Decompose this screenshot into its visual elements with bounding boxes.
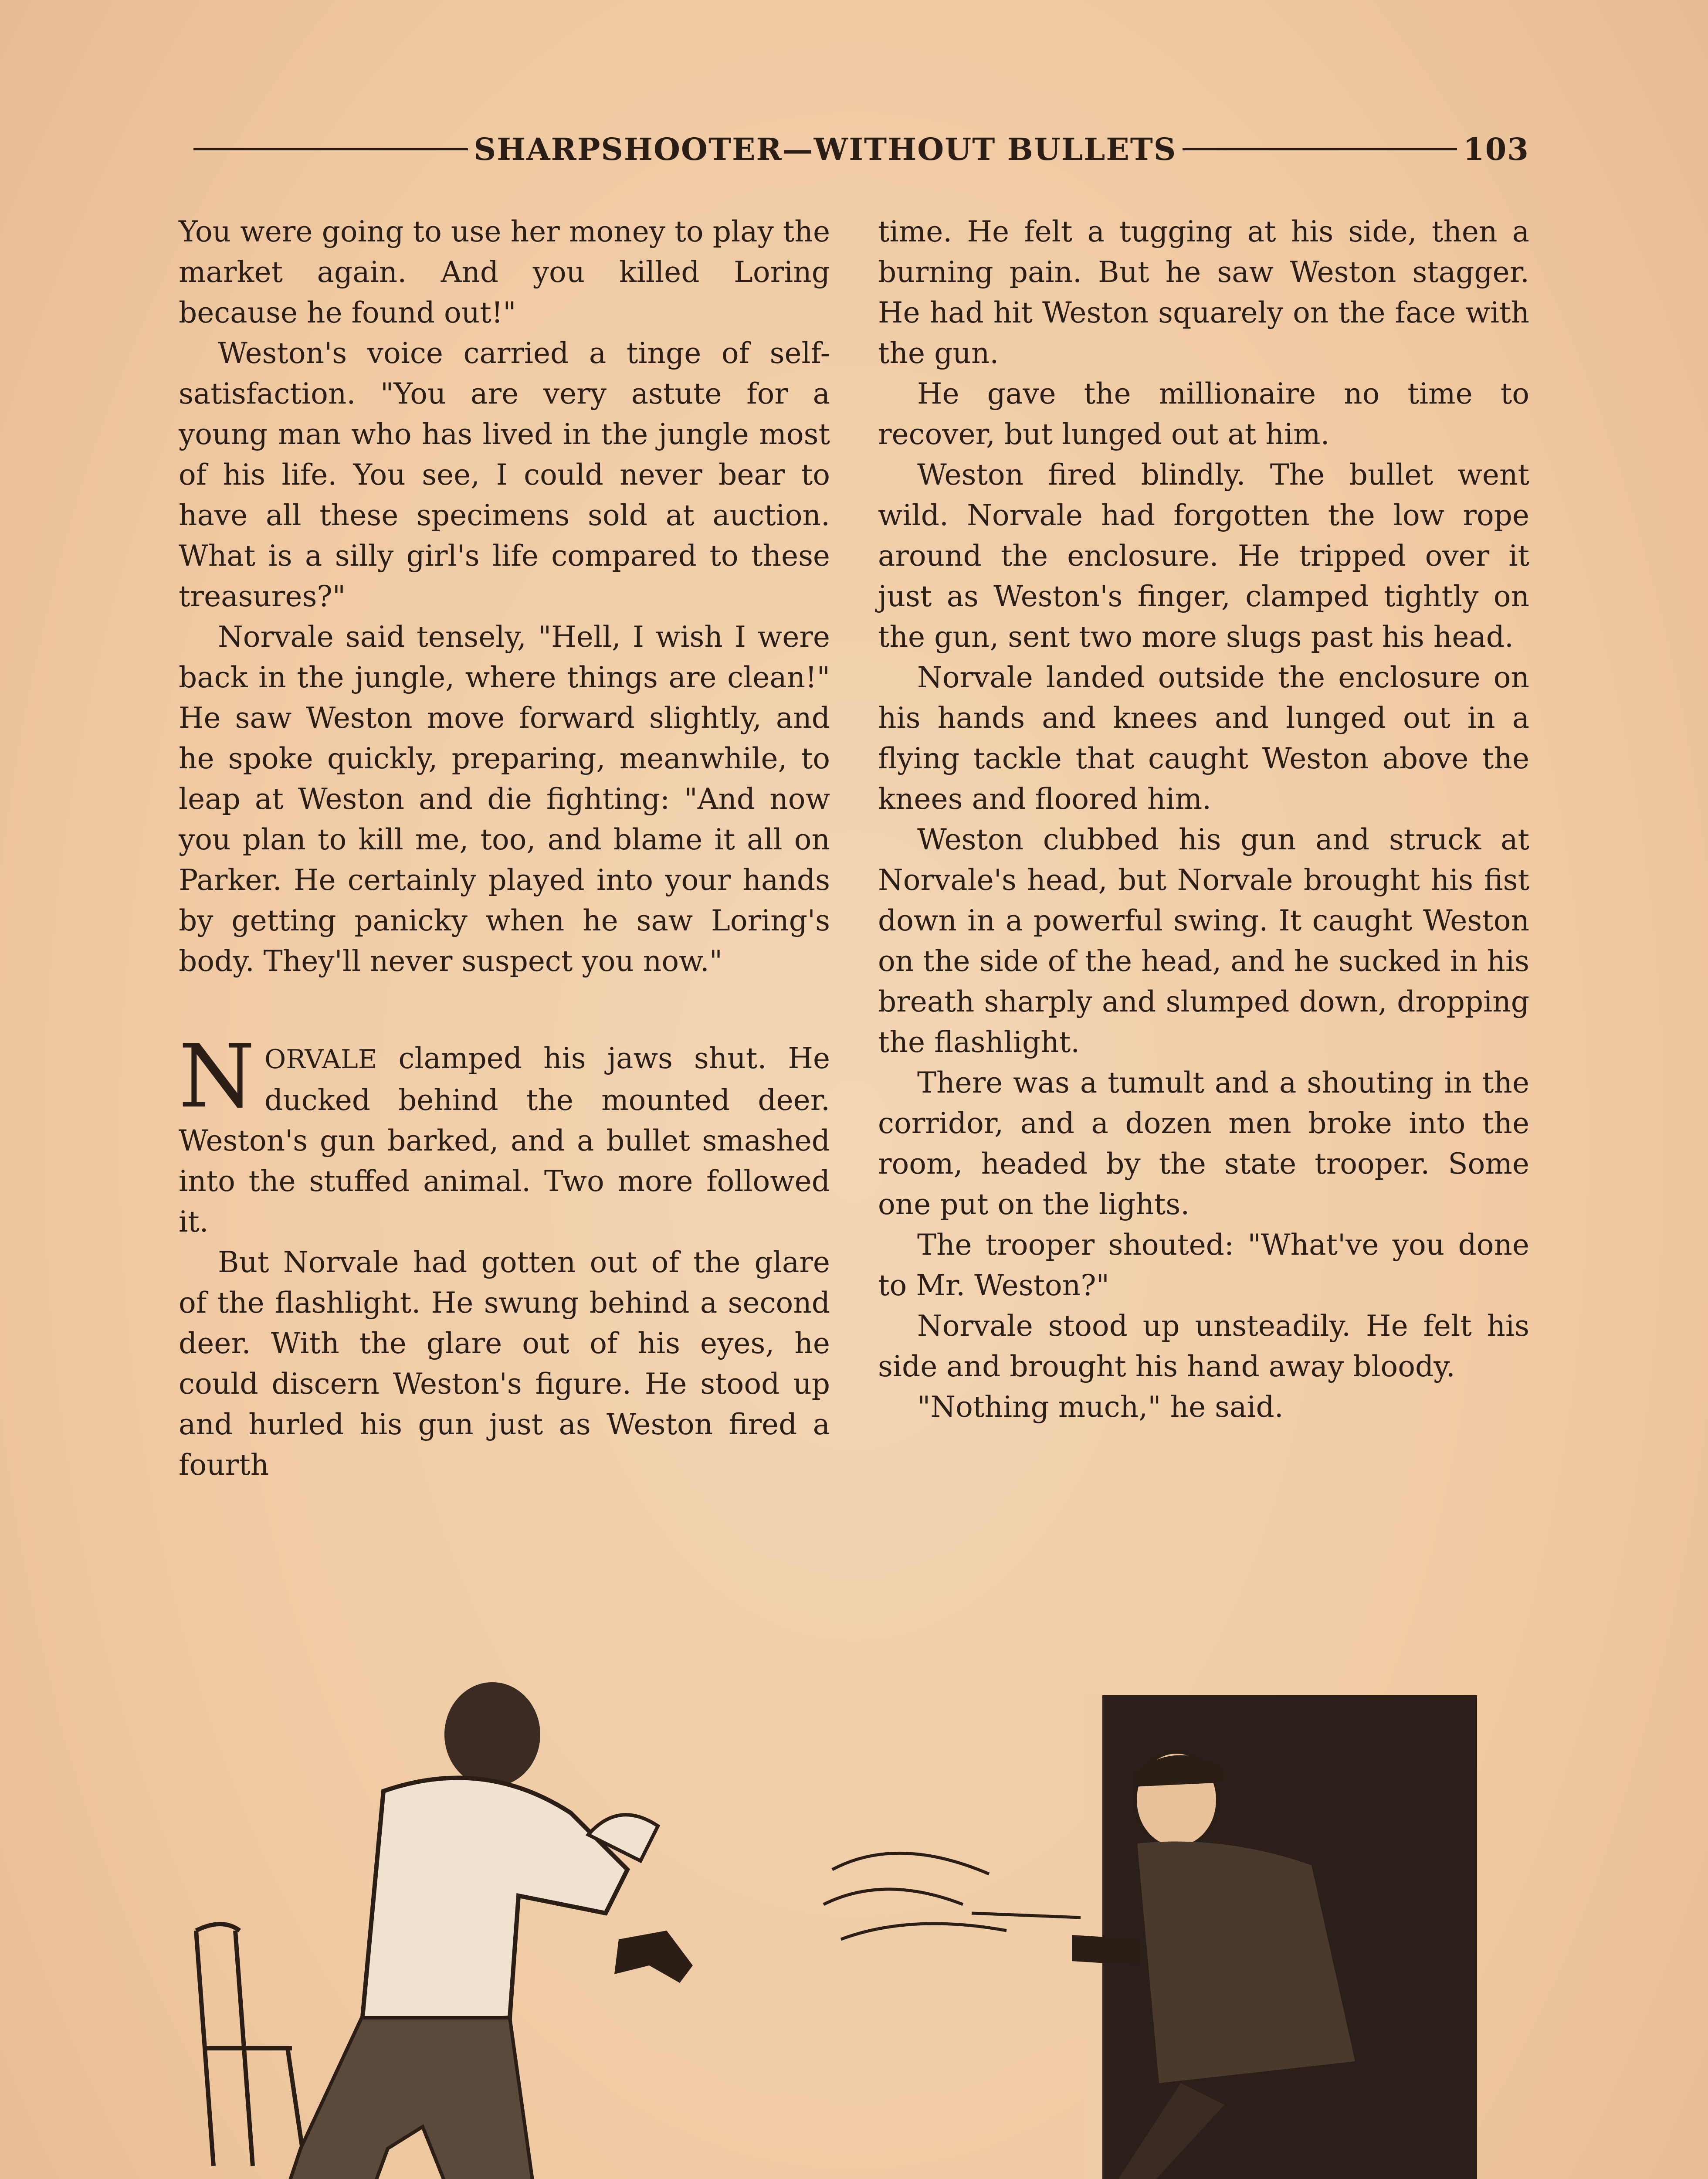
page-number: 103 bbox=[1463, 131, 1530, 167]
paragraph: time. He felt a tugging at his side, then a burning pain. But he saw Weston stagger. He had hit Weston squarely on the face with the gun. bbox=[878, 215, 1529, 370]
story-illustration bbox=[179, 1669, 1508, 2179]
paragraph-text: clamped his jaws shut. He ducked behind the mounted deer. Weston's gun barked, and a bullet smashed into the stuffed animal. Two more followed it. bbox=[179, 1042, 830, 1239]
norvale-figure bbox=[257, 1682, 658, 2179]
paragraph: Weston fired blindly. The bullet went wild. Norvale had forgotten the low rope around the enclosure. He tripped over it just as Weston's finger, clamped tightly on the gun, sent two more slugs past his head. bbox=[878, 458, 1529, 654]
header-rule-right bbox=[1183, 148, 1457, 150]
drop-cap: N bbox=[179, 1026, 255, 1127]
paragraph: Norvale said tensely, "Hell, I wish I were back in the jungle, where things are clean!" He saw Weston move forward slightly, and he spoke quickly, preparing, meanwhile, to leap at Weston and die fighting: "And now you plan to kill me, too, and blame it all on Parker. He certainly played into your hands by getting panicky when he saw Loring's body. They'll never suspect you now." bbox=[179, 620, 830, 978]
paragraph: Norvale stood up unsteadily. He felt his side and brought his hand away bloody. bbox=[878, 1309, 1529, 1383]
text-column-left bbox=[179, 211, 830, 1485]
paragraph: There was a tumult and a shouting in the corridor, and a dozen men broke into the room, headed by the state trooper. Some one put on the lights. bbox=[878, 1066, 1529, 1221]
paragraph: Weston clubbed his gun and struck at Norvale's head, but Norvale brought his fist down in a powerful swing. It caught Weston on the side of the head, and he sucked in his breath sharply and slumped down, dropping the flashlight. bbox=[878, 823, 1529, 1059]
paragraph: The trooper shouted: "What've you done to Mr. Weston?" bbox=[878, 1228, 1529, 1302]
small-caps-lead: ORVALE bbox=[264, 1044, 377, 1075]
chair bbox=[196, 1924, 309, 2179]
thrown-gun bbox=[614, 1931, 693, 1983]
running-title: SHARPSHOOTER—WITHOUT BULLETS bbox=[474, 131, 1177, 167]
running-header bbox=[187, 123, 1529, 175]
paragraph: You were going to use her money to play the market again. And you killed Loring because he found out!" bbox=[179, 215, 830, 329]
paragraph: "Nothing much," he said. bbox=[917, 1390, 1284, 1424]
paragraph: Norvale landed outside the enclosure on his hands and knees and lunged out in a flying tackle that caught Weston above the knees and floored him. bbox=[878, 661, 1529, 816]
paragraph: Weston's voice carried a tinge of self-satisfaction. "You are very astute for a young man who has lived in the jungle most of his life. You see, I could never bear to have all these specimens sold at auction. What is a silly girl's life compared to these treasures?" bbox=[179, 336, 830, 613]
header-rule-left bbox=[193, 148, 468, 150]
muzzle-blast bbox=[824, 1853, 1081, 1939]
text-column-right bbox=[878, 211, 1529, 1427]
paragraph: He gave the millionaire no time to recover, but lunged out at him. bbox=[878, 377, 1529, 451]
paragraph: But Norvale had gotten out of the glare of the flashlight. He swung behind a second deer. With the glare out of his eyes, he could discern Weston's figure. He stood up and hurled his gun just as Weston fired a fourth bbox=[179, 1246, 830, 1482]
section-opening-paragraph bbox=[179, 1026, 830, 1242]
